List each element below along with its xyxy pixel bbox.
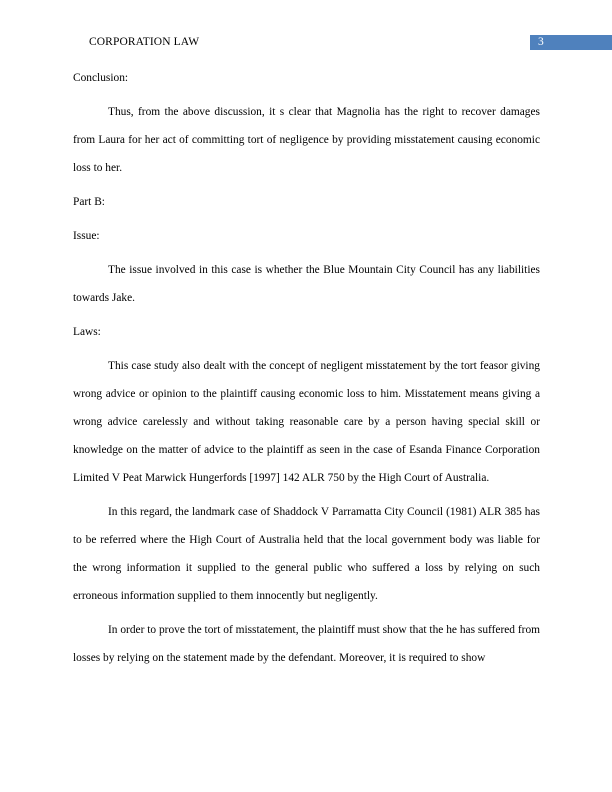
conclusion-paragraph: Thus, from the above discussion, it s clear that Magnolia has the right to recover damages from Laura for her act of committing tort of negligence by providing misstatement causing economic loss to her. [73,106,540,174]
conclusion-heading: Conclusion: [73,72,129,84]
issue-paragraph: The issue involved in this case is whether the Blue Mountain City Council has any liabilities towards Jake. [73,264,540,304]
document-body [73,64,540,678]
page-number: 3 [538,36,544,48]
laws-heading: Laws: [73,326,101,338]
running-head-title: CORPORATION LAW [89,36,200,48]
laws-paragraph-1: This case study also dealt with the concept of negligent misstatement by the tort feasor giving wrong advice or opinion to the plaintiff causing economic loss to him. Misstatement means giving a wrong advice carelessly and without taking reasonable care by a person having special skill or knowledge on the matter of advice to the plaintiff as seen in the case of Esanda Finance Corporation Limited V Peat Marwick Hungerfords [1997] 142 ALR 750 by the High Court of Australia. [73,360,540,484]
issue-heading: Issue: [73,230,100,242]
laws-paragraph-2: In this regard, the landmark case of Shaddock V Parramatta City Council (1981) ALR 385 has to be referred where the High Court of Australia held that the local government body was liable for the wrong information it supplied to the general public who suffered a loss by relying on such erroneous information supplied to them innocently but negligently. [73,506,540,602]
laws-paragraph-3: In order to prove the tort of misstatement, the plaintiff must show that the he has suffered from losses by relying on the statement made by the defendant. Moreover, it is required to show [73,624,540,664]
part-b-heading: Part B: [73,196,105,208]
page-number-bar [530,35,612,50]
